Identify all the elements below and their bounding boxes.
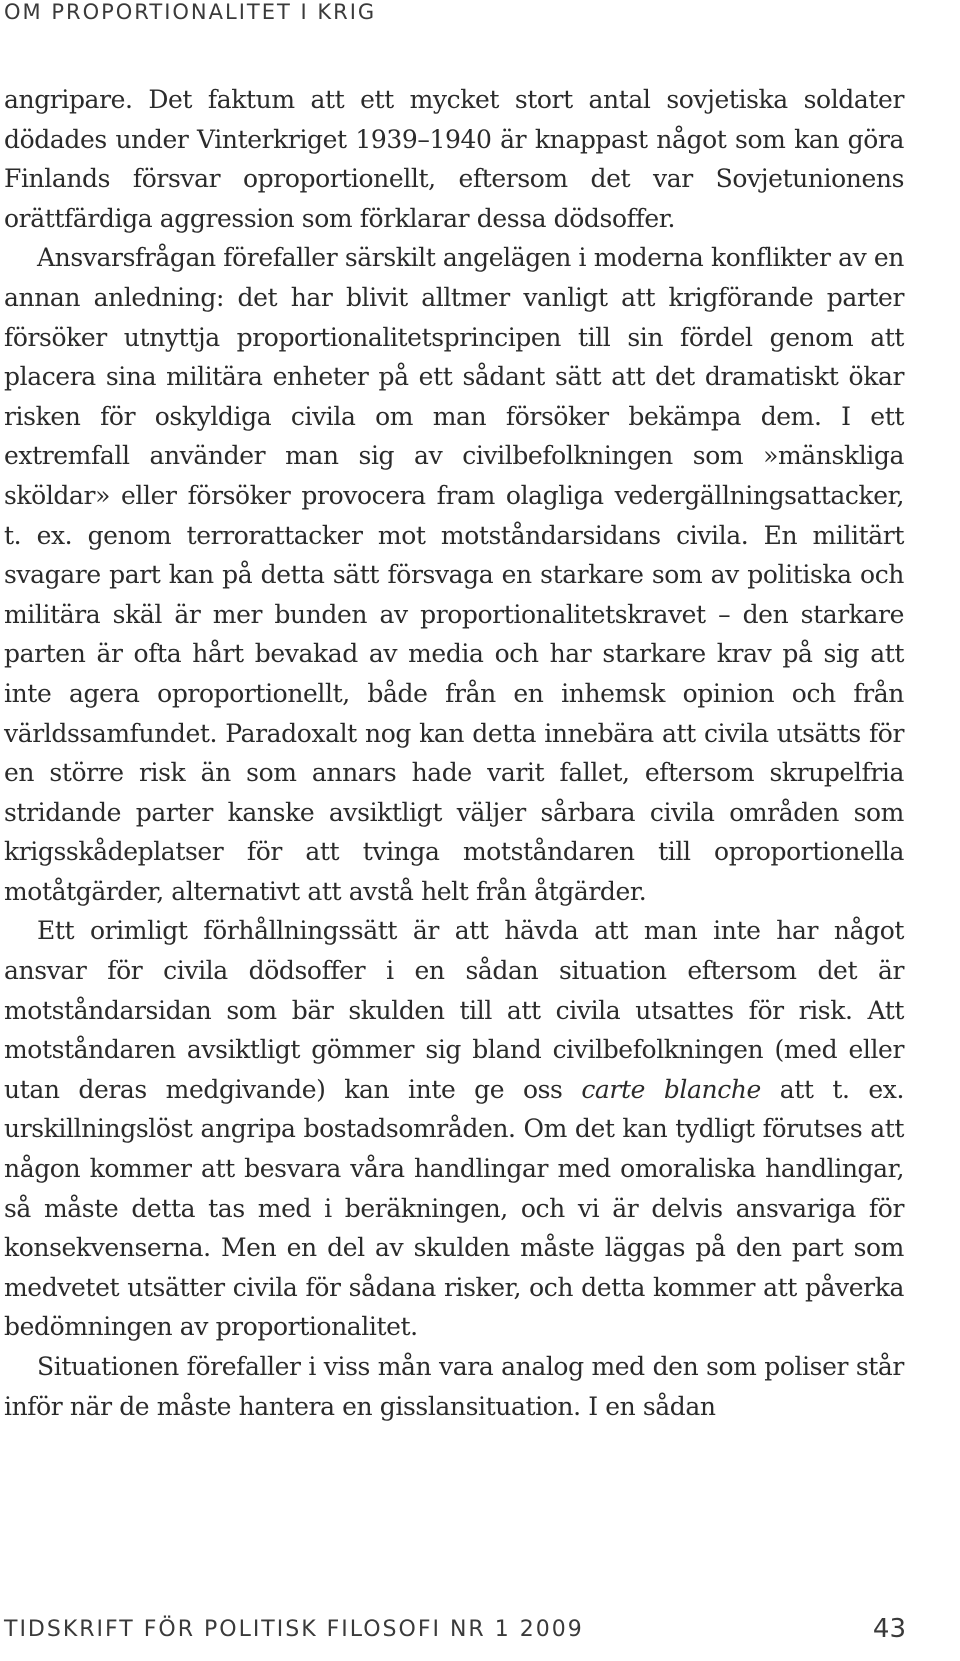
footer-journal: TIDSKRIFT FÖR POLITISK FILOSOFI NR 1 2009 [4, 1617, 584, 1642]
page-number: 43 [872, 1614, 906, 1644]
paragraph-3 [4, 911, 904, 1347]
paragraph-3-part-1: Ett orimligt förhållningssätt är att hävda att man inte har något ansvar för civila dödsoffer i en sådan situation eftersom det är motståndarsidan som bär skulden till att civila utsattes för risk. Att motståndaren avsiktligt gömmer sig bland civilbefolkningen (med eller utan deras medgivande) kan inte ge oss [4, 916, 904, 1104]
paragraph-2: Ansvarsfrågan förefaller särskilt angelägen i moderna konflikter av en annan anledning: det har blivit alltmer vanligt att krigförande parter försöker utnyttja proportionalitetsprincipen till sin fördel genom att placera sina militära enheter på ett sådant sätt att det dramatiskt ökar risken för oskyldiga civila om man försöker bekämpa dem. I ett extremfall använder man sig av civilbefolkningen som »mänskliga sköldar» eller försöker provocera fram olagliga vedergällningsattacker, t. ex. genom terrorattacker mot motståndarsidans civila. En militärt svagare part kan på detta sätt försvaga en starkare som av politiska och militära skäl är mer bunden av proportionalitetskravet – den starkare parten är ofta hårt bevakad av media och har starkare krav på sig att inte agera oproportionellt, både från en inhemsk opinion och från världssamfundet. Paradoxalt nog kan detta innebära att civila utsätts för en större risk än som annars hade varit fallet, eftersom skrupelfria stridande parter kanske avsiktligt väljer sårbara civila områden som krigsskådeplatser för att tvinga motståndaren till oproportionella motåtgärder, alternativt att avstå helt från åtgärder. [4, 243, 904, 906]
paragraph-1: angripare. Det faktum att ett mycket stort antal sovjetiska soldater dödades under Vinterkriget 1939–1940 är knappast något som kan göra Finlands försvar oproportionellt, eftersom det var Sovjetunionens orättfärdiga aggression som förklarar dessa dödsoffer. [4, 85, 904, 233]
running-head: OM PROPORTIONALITET I KRIG [4, 0, 377, 24]
body-text [4, 80, 904, 1426]
paragraph-4: Situationen förefaller i viss mån vara analog med den som poliser står inför när de måste hantera en gisslansituation. I en sådan [4, 1352, 904, 1421]
paragraph-3-part-2: att t. ex. urskillningslöst angripa bostadsområden. Om det kan tydligt förutses att någon kommer att besvara våra handlingar med omoraliska handlingar, så måste detta tas med i beräkningen, och vi är delvis ansvariga för konsekvenserna. Men en del av skulden måste läggas på den part som medvetet utsätter civila för sådana risker, och detta kommer att påverka bedömningen av proportionalitet. [4, 1074, 905, 1342]
italic-phrase: carte blanche [581, 1074, 761, 1104]
